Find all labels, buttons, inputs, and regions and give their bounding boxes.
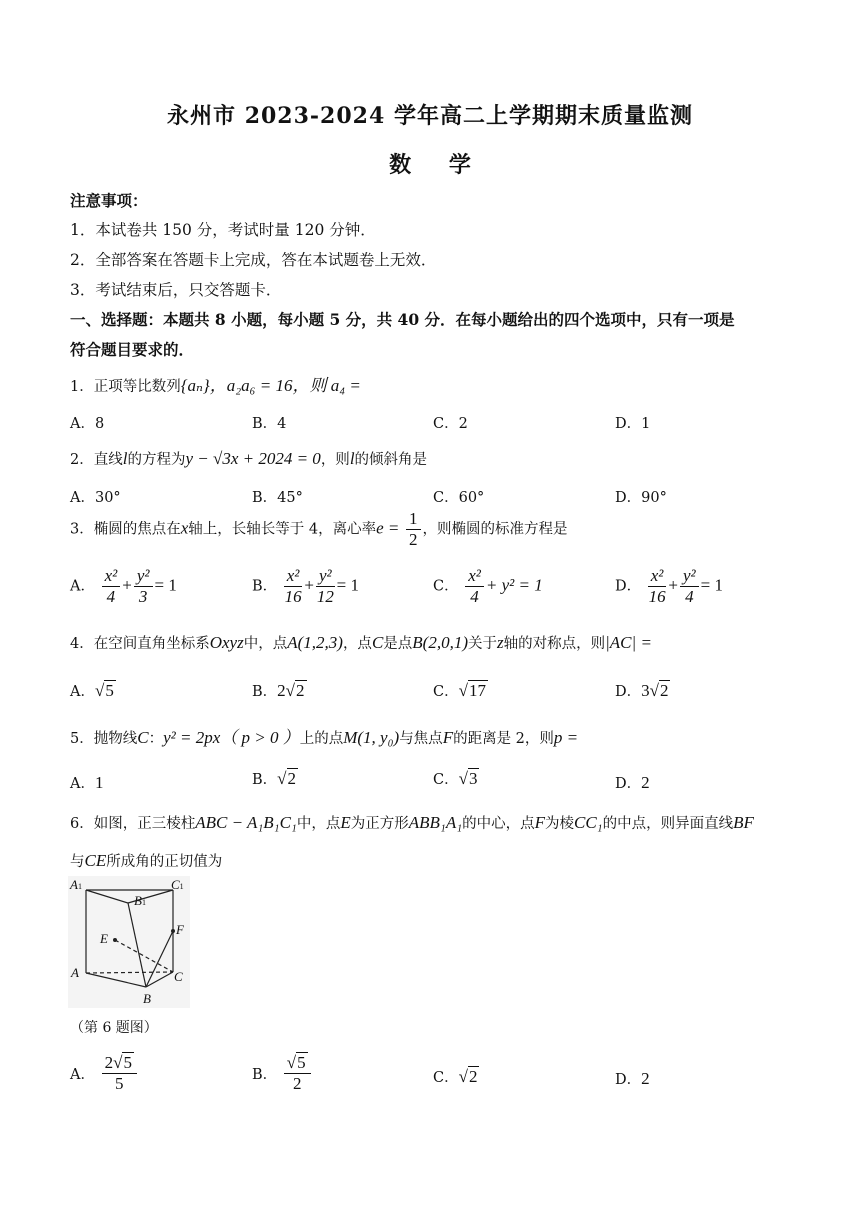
- q2-option-b[interactable]: B．45°: [252, 490, 303, 506]
- section-heading-cont: 符合题目要求的．: [70, 340, 195, 359]
- question-3-stem: 3．椭圆的焦点在x轴上，长轴长等于 4，离心率e = $\frac{1}{2}$ ，则椭圆的标准方程是: [70, 509, 568, 549]
- q3-option-c[interactable]: C． $\frac{\text{x²}}{4}$ + y² = 1: [433, 566, 543, 606]
- label-C1: C1: [171, 877, 184, 892]
- q5-option-b[interactable]: B．√2: [252, 769, 296, 788]
- notice-heading: 注意事项：: [70, 191, 148, 210]
- label-B: B: [143, 991, 151, 1006]
- point-E: [113, 938, 117, 942]
- q4-option-a[interactable]: A．√5: [70, 681, 114, 700]
- label-B1: B1: [134, 893, 146, 908]
- q6-option-c[interactable]: C．√2: [433, 1067, 478, 1086]
- q2-option-c[interactable]: C．60°: [433, 490, 485, 506]
- q5-option-d[interactable]: D．2: [615, 773, 650, 792]
- q2-option-d[interactable]: D．90°: [615, 490, 667, 506]
- notice-item: 1．本试卷共 150 分，考试时量 120 分钟．: [70, 221, 376, 239]
- figure-caption: （第 6 题图）: [70, 1020, 158, 1036]
- section-heading: 一、选择题：本题共 8 小题，每小题 5 分，共 40 分．在每小题给出的四个选项中，只有一项是: [70, 310, 735, 329]
- q6-option-b[interactable]: B． $\frac{√5}{2}$: [252, 1053, 313, 1094]
- question-4-stem: 4．在空间直角坐标系Oxyz中，点A(1,2,3)，点C是点B(2,0,1)关于z轴的对称点，则|AC| =: [70, 633, 652, 652]
- question-6-stem: 6．如图，正三棱柱ABC − A₁B₁C₁中，点E为正方形ABB₁A₁的中心，点F为棱CC₁的中点，则异面直线BF: [70, 813, 754, 832]
- q1-option-c[interactable]: C．2: [433, 416, 468, 432]
- label-E: E: [100, 931, 108, 946]
- q4-option-b[interactable]: B．2√2: [252, 681, 305, 700]
- q3-option-b[interactable]: B． $\frac{\text{x²}}{16}$ + $\frac{\text{y²}}{12}$ = 1: [252, 566, 360, 606]
- prism-figure: [68, 876, 190, 1008]
- q5-option-c[interactable]: C．√3: [433, 769, 478, 788]
- q4-option-d[interactable]: D．3√2: [615, 681, 669, 700]
- q6-option-d[interactable]: D．2: [615, 1069, 650, 1088]
- label-F: F: [176, 922, 184, 937]
- question-1-stem: 1．正项等比数列{aₙ}，a₂a₆ = 16，则 a₄ =: [70, 376, 361, 395]
- exam-title: 永州市 2023-2024 学年高二上学期期末质量监测: [167, 103, 693, 129]
- label-A: A: [71, 965, 79, 980]
- point-F: [171, 929, 175, 933]
- notice-item: 2．全部答案在答题卡上完成，答在本试题卷上无效．: [70, 251, 437, 269]
- q1-option-d[interactable]: D．1: [615, 416, 651, 432]
- q6-option-a[interactable]: A． $\frac{2√5}{5}$: [70, 1053, 139, 1094]
- q1-option-b[interactable]: B．4: [252, 416, 287, 432]
- label-A1: A1: [70, 877, 82, 892]
- q3-option-a[interactable]: A． $\frac{\text{x²}}{4}$ + $\frac{\text{y²}}{3}$ = 1: [70, 566, 177, 606]
- question-2-stem: 2．直线l的方程为y − √3x + 2024 = 0，则l的倾斜角是: [70, 449, 428, 468]
- q5-option-a[interactable]: A．1: [70, 773, 104, 792]
- question-6-stem-cont: 与CE所成角的正切值为: [70, 851, 223, 870]
- q3-option-d[interactable]: D． $\frac{\text{x²}}{16}$ + $\frac{\text{y²}}{4}$ = 1: [615, 566, 723, 606]
- question-5-stem: 5．抛物线C：y² = 2px（ p > 0 ）上的点M(1, y₀)与焦点F的距离是 2，则p =: [70, 728, 579, 747]
- q4-option-c[interactable]: C．√17: [433, 681, 486, 700]
- eccentricity-fraction: $\frac{1}{2}$: [406, 509, 421, 550]
- q2-option-a[interactable]: A．30°: [70, 490, 121, 506]
- label-C: C: [174, 969, 183, 984]
- q1-option-a[interactable]: A．8: [70, 416, 105, 432]
- subject-title: 数 学: [389, 152, 471, 178]
- notice-item: 3．考试结束后，只交答题卡．: [70, 281, 282, 299]
